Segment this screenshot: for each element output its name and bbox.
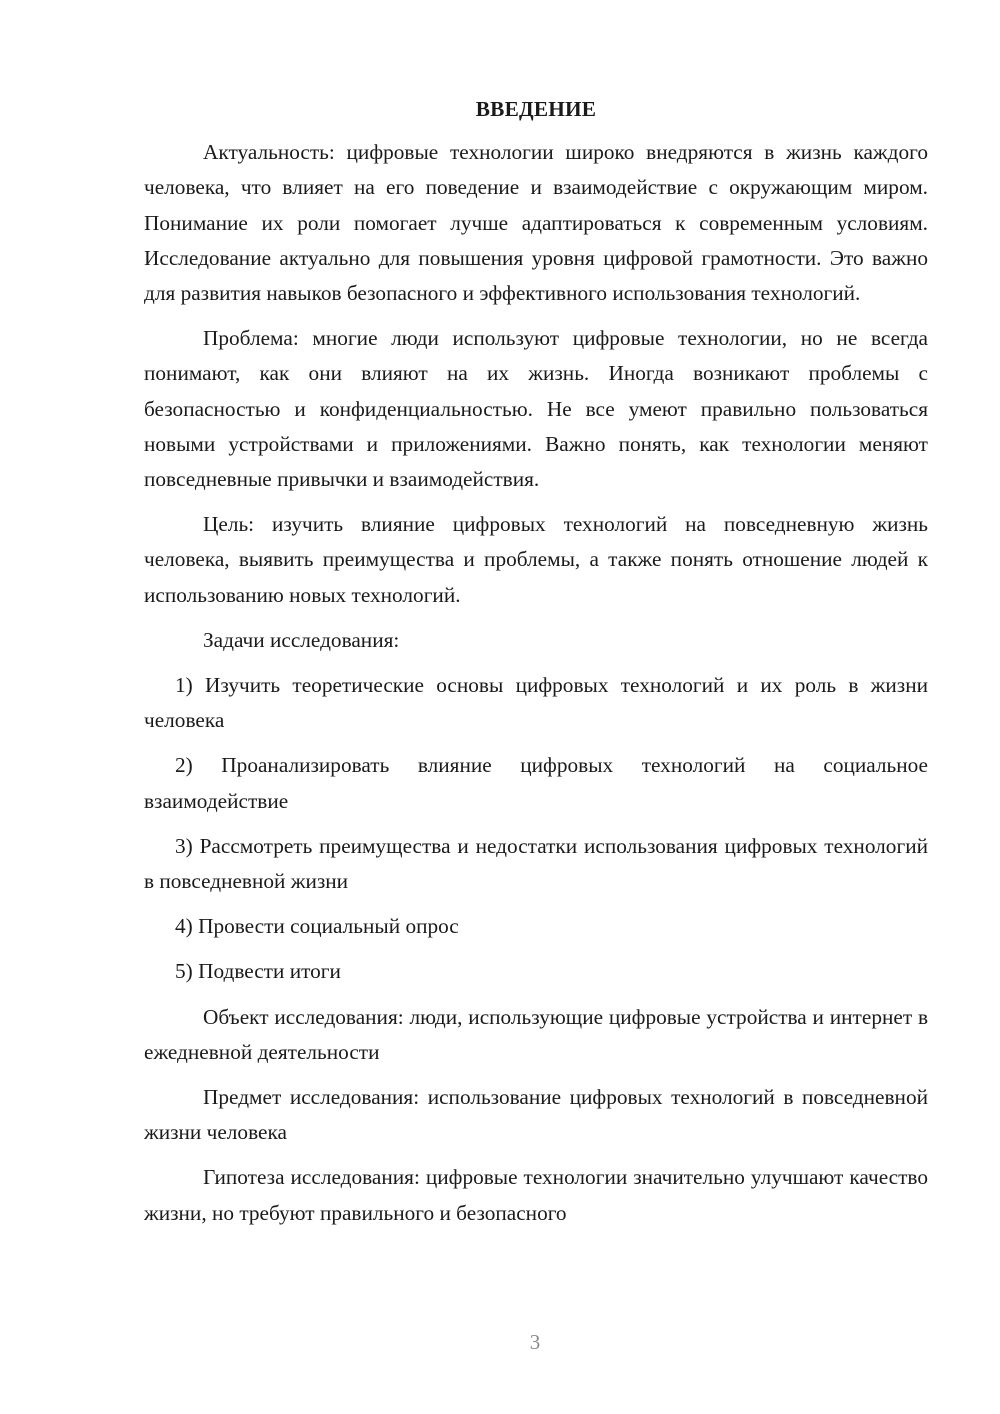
page-number: 3: [529, 1330, 541, 1354]
object-paragraph: Объект исследования: люди, использующие цифровые устройства и интернет в ежедневной деятельности: [144, 1004, 928, 1064]
task-item: 1) Изучить теоретические основы цифровых технологий и их роль в жизни человека: [144, 673, 928, 733]
tasks-heading: Задачи исследования:: [203, 627, 400, 652]
problem-paragraph: Проблема: многие люди используют цифровые технологии, но не всегда понимают, как они влияют на их жизнь. Иногда возникают проблемы с безопасностью и конфиденциальностью. Не все умеют правильно пользоваться новыми устройствами и приложениями. Важно понять, как технологии меняют повседневные привычки и взаимодействия.: [144, 326, 928, 492]
hypothesis-paragraph: Гипотеза исследования: цифровые технологии значительно улучшают качество жизни, но требуют правильного и безопасного: [144, 1165, 928, 1225]
task-item: 5) Подвести итоги: [175, 959, 341, 984]
task-item: 2) Проанализировать влияние цифровых технологий на социальное взаимодействие: [144, 753, 928, 813]
document-page: [144, 92, 928, 1241]
task-item: 4) Провести социальный опрос: [175, 914, 459, 939]
goal-paragraph: Цель: изучить влияние цифровых технологий на повседневную жизнь человека, выявить преимущества и проблемы, а также понять отношение людей к использованию новых технологий.: [144, 512, 928, 607]
section-title: ВВЕДЕНИЕ: [475, 97, 597, 121]
task-item: 3) Рассмотреть преимущества и недостатки использования цифровых технологий в повседневной жизни: [144, 833, 928, 894]
relevance-paragraph: Актуальность: цифровые технологии широко внедряются в жизнь каждого человека, что влияет на его поведение и взаимодействие с окружающим миром. Понимание их роли помогает лучше адаптироваться к современным условиям. Исследование актуально для повышения уровня цифровой грамотности. Это важно для развития навыков безопасного и эффективного использования технологий.: [144, 140, 928, 306]
subject-paragraph: Предмет исследования: использование цифровых технологий в повседневной жизни человека: [144, 1085, 928, 1145]
